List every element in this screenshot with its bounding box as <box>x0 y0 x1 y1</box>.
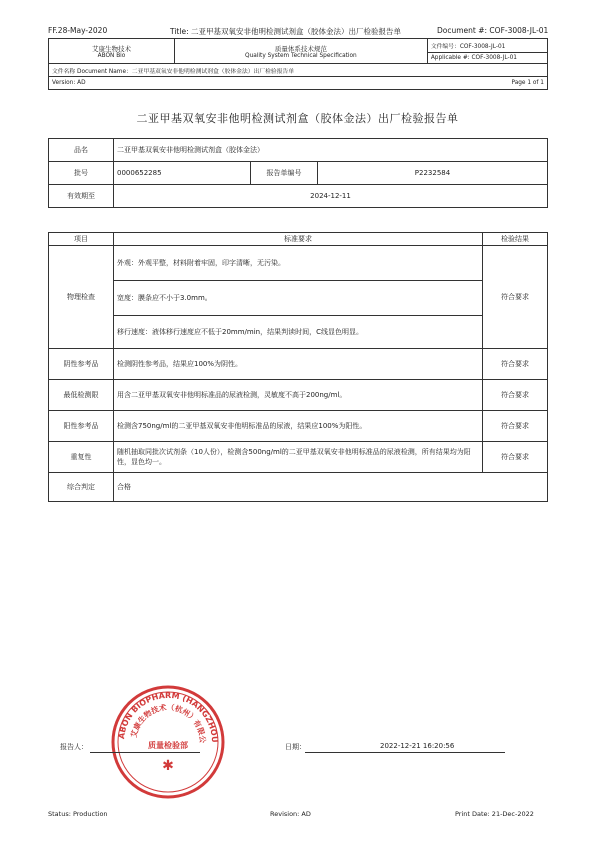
product-value: 二亚甲基双氧安非他明检测试剂盒（胶体金法） <box>114 139 548 162</box>
expiry-label: 有效期至 <box>49 185 114 208</box>
reporter-label: 报告人： <box>60 743 88 751</box>
date-line <box>305 752 505 753</box>
doc-name: 文件名称 Document Name：二亚甲基双氧安非他明检测试剂盒（胶体金法）出厂检验报告单 <box>49 64 548 77</box>
page-number: Page 1 of 1 <box>427 77 547 90</box>
requirement-text: 宽度：膜条应不小于3.0mm。 <box>114 281 483 316</box>
table-row-item: 最低检测限 <box>49 380 114 411</box>
signature-date-label: 日期： <box>285 743 306 751</box>
result-text: 符合要求 <box>483 349 548 380</box>
seal-center-text: 质量检验部 <box>148 741 188 750</box>
inspection-table <box>48 232 548 502</box>
product-label: 品名 <box>49 139 114 162</box>
form-date: FF.28-May-2020 <box>48 26 108 35</box>
company-seal <box>108 682 228 802</box>
table-row-item: 综合判定 <box>49 473 114 502</box>
batch-label: 批号 <box>49 162 114 185</box>
report-title: 二亚甲基双氧安非他明检测试剂盒（胶体金法）出厂检验报告单 <box>136 112 459 125</box>
requirement-text: 随机抽取同批次试剂条（10人份），检测含500ng/ml的二亚甲基双氧安非他明标准品的尿液检测，所有结果均为阳性，显色均一。 <box>114 442 483 473</box>
docno-cell <box>427 39 547 64</box>
result-text: 符合要求 <box>483 380 548 411</box>
table-row-item: 阴性参考品 <box>49 349 114 380</box>
col-requirement-header: 标准要求 <box>114 233 483 246</box>
result-text: 符合要求 <box>483 411 548 442</box>
product-info-table <box>48 138 548 208</box>
table-row-item: 物理检查 <box>49 246 114 349</box>
seal-icon <box>108 682 228 802</box>
result-text: 符合要求 <box>483 246 548 349</box>
reporter-line <box>90 752 200 753</box>
seal-outer-text: ABON BIOPHARM (HANGZHOU <box>117 690 220 743</box>
header-table <box>48 38 548 90</box>
batch-value: 0000652285 <box>114 162 251 185</box>
footer-revision: Revision: AD <box>270 810 311 818</box>
system-name: 质量体系技术规范 <box>274 44 327 53</box>
applicable-number: Applicable #: COF-3008-JL-01 <box>430 55 517 61</box>
company-name-en: ABON Bio <box>97 52 126 59</box>
table-row-item: 阳性参考品 <box>49 411 114 442</box>
seal-cn-text: 艾康生物技术（杭州）有限公 <box>129 702 208 744</box>
conclusion-text: 合格 <box>114 473 548 502</box>
document-number: Document #: COF-3008-JL-01 <box>437 26 549 35</box>
footer-status: Status: Production <box>48 810 108 818</box>
requirement-text: 检测阴性参考品，结果应100%为阴性。 <box>114 349 483 380</box>
report-no-label: 报告单编号 <box>251 162 318 185</box>
document-title: Title: 二亚甲基双氧安非他明检测试剂盒（胶体金法）出厂检验报告单 <box>170 27 401 36</box>
report-no-value: P2232584 <box>318 162 548 185</box>
footer-print-date: Print Date: 21-Dec-2022 <box>455 810 534 818</box>
requirement-text: 用含二亚甲基双氧安非他明标准品的尿液检测，灵敏度不高于200ng/ml。 <box>114 380 483 411</box>
signature-date-value: 2022-12-21 16:20:56 <box>380 742 455 750</box>
col-result-header: 检验结果 <box>483 233 548 246</box>
system-name-en: Quality System Technical Specification <box>245 52 357 59</box>
svg-text:✱: ✱ <box>162 758 174 774</box>
requirement-text: 外观：外观平整，材料附着牢固，印字清晰，无污染。 <box>114 246 483 281</box>
expiry-value: 2024-12-11 <box>114 185 548 208</box>
result-text: 符合要求 <box>483 442 548 473</box>
col-item-header: 项目 <box>49 233 114 246</box>
doc-number: 文件编号：COF-3008-JL-01 <box>428 39 547 53</box>
requirement-text: 检测含750ng/ml的二亚甲基双氧安非他明标准品的尿液，结果应100%为阳性。 <box>114 411 483 442</box>
system-cell <box>174 39 427 64</box>
requirement-text: 移行速度：液体移行速度应不低于20mm/min，结果判读时间，C线显色明显。 <box>114 316 483 349</box>
table-row-item: 重复性 <box>49 442 114 473</box>
company-cell <box>49 39 175 64</box>
version: Version: AD <box>49 77 428 90</box>
company-name: 艾康生物技术 <box>91 44 131 53</box>
